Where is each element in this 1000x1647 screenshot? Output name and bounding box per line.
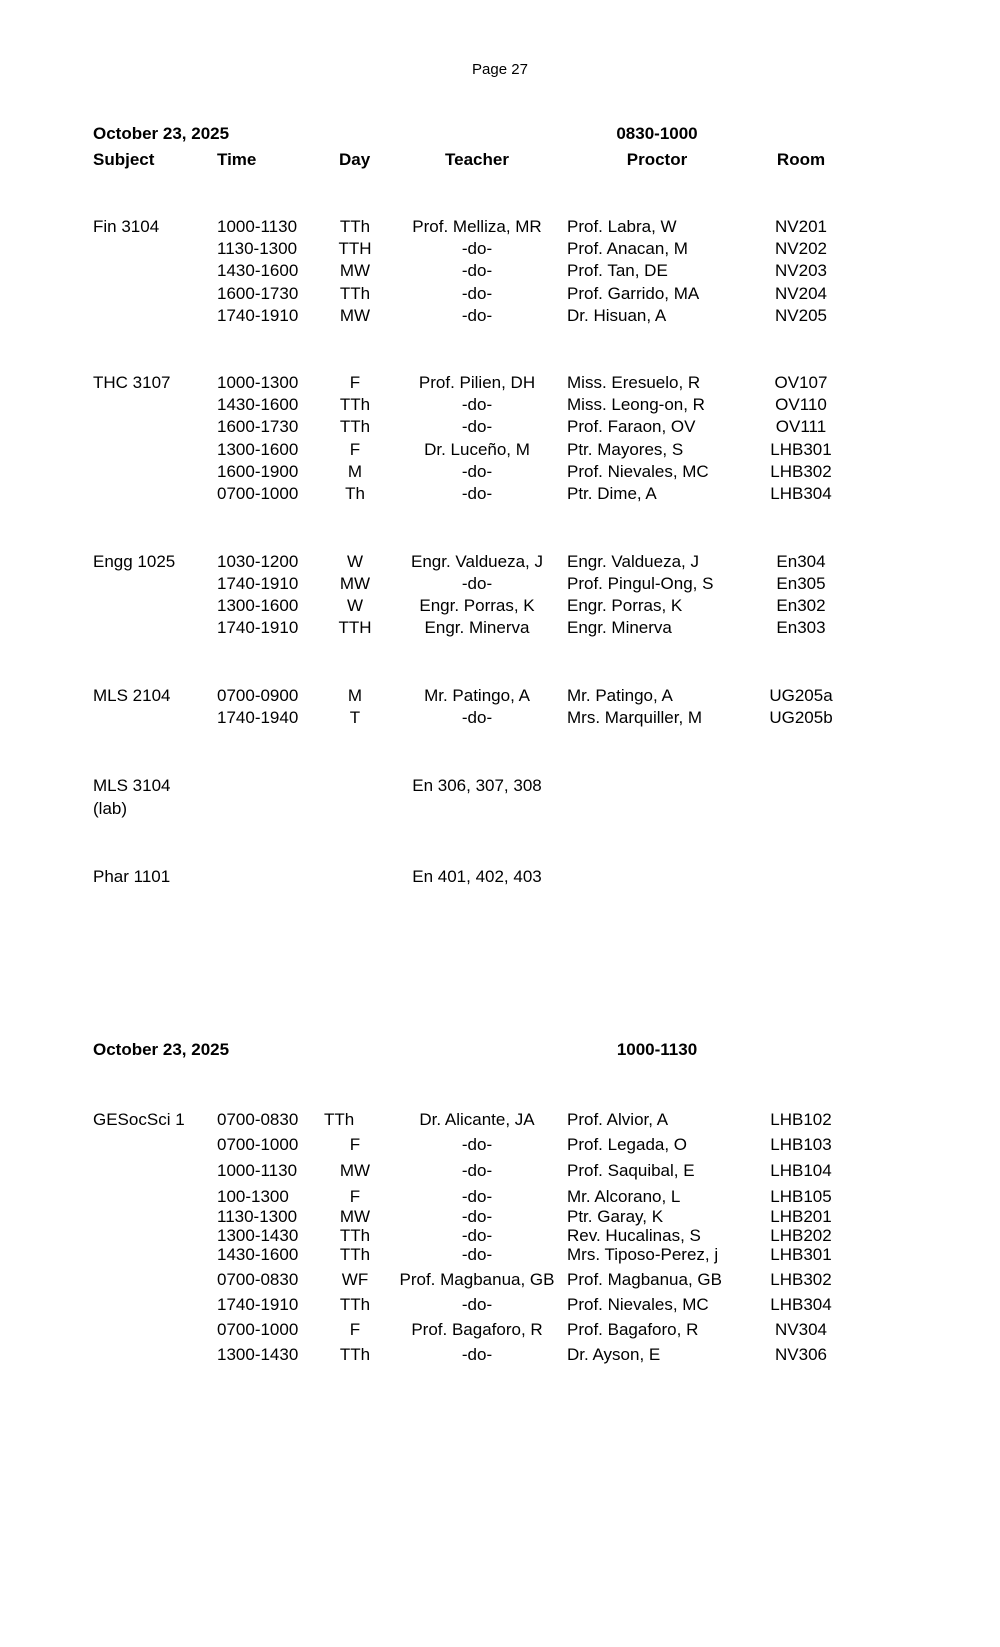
proctor-cell: Mrs. Marquiller, M [567, 708, 703, 727]
time-cell: 1740-1940 [217, 708, 299, 727]
room-cell: LHB302 [770, 462, 832, 481]
room-cell: OV110 [775, 395, 827, 414]
time-cell: 1130-1300 [217, 1207, 298, 1226]
section-time-slot: 1000-1130 [616, 1040, 698, 1059]
time-cell: 1600-1730 [217, 417, 299, 436]
day-cell: MW [339, 1207, 371, 1226]
room-cell: LHB105 [770, 1187, 832, 1206]
room-cell: OV111 [775, 417, 827, 436]
day-cell: TTh [339, 1245, 371, 1264]
proctor-cell: Prof. Labra, W [567, 217, 677, 236]
proctor-cell: Mr. Alcorano, L [567, 1187, 681, 1206]
proctor-cell: Dr. Hisuan, A [567, 306, 667, 325]
proctor-cell: Prof. Magbanua, GB [567, 1270, 722, 1289]
proctor-cell: Prof. Nievales, MC [567, 462, 709, 481]
day-cell: F [349, 440, 361, 459]
subject-label: GESocSci 1 [93, 1110, 185, 1129]
proctor-cell: Prof. Garrido, MA [567, 284, 700, 303]
subject-label: Engg 1025 [93, 552, 176, 571]
proctor-cell: Ptr. Mayores, S [567, 440, 684, 459]
time-cell: 1430-1600 [217, 261, 299, 280]
column-header-day: Day [339, 150, 371, 169]
time-cell: 1740-1910 [217, 1295, 299, 1314]
teacher-cell: -do- [461, 395, 493, 414]
room-cell: LHB201 [770, 1207, 832, 1226]
time-cell: 1600-1900 [217, 462, 299, 481]
day-cell: T [349, 708, 361, 727]
room-cell: UG205b [769, 708, 833, 727]
subject-label: MLS 2104 [93, 686, 171, 705]
day-cell: TTh [339, 417, 371, 436]
proctor-cell: Prof. Nievales, MC [567, 1295, 709, 1314]
room-cell: NV205 [775, 306, 827, 325]
time-cell: 0700-1000 [217, 1320, 299, 1339]
day-cell: TTh [339, 284, 371, 303]
column-header-room: Room [776, 150, 826, 169]
teacher-cell: -do- [461, 1161, 493, 1180]
day-cell: TTh [324, 1110, 355, 1129]
room-cell: LHB104 [770, 1161, 832, 1180]
section-date: October 23, 2025 [93, 124, 230, 143]
time-cell: 0700-1000 [217, 484, 299, 503]
teacher-cell: -do- [461, 1226, 493, 1245]
teacher-cell: Mr. Patingo, A [424, 686, 530, 705]
teacher-cell: Prof. Pilien, DH [418, 373, 536, 392]
proctor-cell: Prof. Anacan, M [567, 239, 688, 258]
room-cell: LHB304 [770, 484, 832, 503]
teacher-cell: -do- [461, 1245, 493, 1264]
day-cell: MW [339, 261, 371, 280]
room-cell: En305 [776, 574, 826, 593]
teacher-cell: -do- [461, 1207, 493, 1226]
time-cell: 1740-1910 [217, 574, 299, 593]
rooms-note: En 306, 307, 308 [412, 776, 542, 795]
proctor-cell: Prof. Faraon, OV [567, 417, 696, 436]
day-cell: Th [345, 484, 365, 503]
room-cell: LHB301 [770, 440, 832, 459]
teacher-cell: -do- [461, 284, 493, 303]
teacher-cell: -do- [461, 306, 493, 325]
time-cell: 1030-1200 [217, 552, 299, 571]
day-cell: TTh [339, 217, 371, 236]
day-cell: F [349, 373, 361, 392]
room-cell: LHB304 [770, 1295, 832, 1314]
column-header-time: Time [217, 150, 257, 169]
day-cell: TTh [339, 395, 371, 414]
time-cell: 0700-0900 [217, 686, 299, 705]
subject-label: Phar 1101 [93, 867, 171, 886]
column-header-subject: Subject [93, 150, 155, 169]
section-time-slot: 0830-1000 [616, 124, 698, 143]
room-cell: En302 [776, 596, 826, 615]
day-cell: MW [339, 1161, 371, 1180]
teacher-cell: -do- [461, 417, 493, 436]
proctor-cell: Ptr. Dime, A [567, 484, 657, 503]
time-cell: 1000-1130 [217, 217, 298, 236]
subject-label: MLS 3104 [93, 776, 171, 795]
proctor-cell: Dr. Ayson, E [567, 1345, 661, 1364]
proctor-cell: Prof. Legada, O [567, 1135, 688, 1154]
teacher-cell: Prof. Bagaforo, R [411, 1320, 543, 1339]
proctor-cell: Miss. Leong-on, R [567, 395, 705, 414]
teacher-cell: -do- [461, 574, 493, 593]
column-header-proctor: Proctor [626, 150, 688, 169]
column-header-teacher: Teacher [445, 150, 509, 169]
proctor-cell: Prof. Pingul-Ong, S [567, 574, 714, 593]
teacher-cell: -do- [461, 708, 493, 727]
subject-note: (lab) [93, 799, 128, 818]
teacher-cell: -do- [461, 1345, 493, 1364]
day-cell: F [349, 1320, 361, 1339]
room-cell: UG205a [769, 686, 833, 705]
day-cell: M [347, 686, 363, 705]
proctor-cell: Engr. Valdueza, J [567, 552, 699, 571]
subject-label: Fin 3104 [93, 217, 160, 236]
teacher-cell: -do- [461, 484, 493, 503]
proctor-cell: Mr. Patingo, A [567, 686, 673, 705]
room-cell: LHB302 [770, 1270, 832, 1289]
day-cell: F [349, 1135, 361, 1154]
time-cell: 1000-1300 [217, 373, 299, 392]
time-cell: 1300-1430 [217, 1226, 299, 1245]
room-cell: LHB102 [770, 1110, 832, 1129]
proctor-cell: Engr. Porras, K [567, 596, 683, 615]
time-cell: 1130-1300 [217, 239, 298, 258]
day-cell: TTh [339, 1295, 371, 1314]
subject-label: THC 3107 [93, 373, 171, 392]
teacher-cell: Dr. Luceño, M [424, 440, 530, 459]
proctor-cell: Prof. Saquibal, E [567, 1161, 695, 1180]
time-cell: 0700-1000 [217, 1135, 299, 1154]
teacher-cell: Engr. Valdueza, J [411, 552, 543, 571]
day-cell: MW [339, 574, 371, 593]
time-cell: 1600-1730 [217, 284, 299, 303]
proctor-cell: Miss. Eresuelo, R [567, 373, 701, 392]
room-cell: NV204 [775, 284, 827, 303]
time-cell: 1000-1130 [217, 1161, 298, 1180]
proctor-cell: Rev. Hucalinas, S [567, 1226, 701, 1245]
teacher-cell: Prof. Magbanua, GB [399, 1270, 555, 1289]
proctor-cell: Mrs. Tiposo-Perez, j [567, 1245, 719, 1264]
day-cell: M [347, 462, 363, 481]
teacher-cell: Prof. Melliza, MR [412, 217, 542, 236]
teacher-cell: -do- [461, 239, 493, 258]
teacher-cell: Dr. Alicante, JA [419, 1110, 535, 1129]
teacher-cell: -do- [461, 261, 493, 280]
day-cell: TTH [338, 239, 372, 258]
day-cell: TTh [339, 1226, 371, 1245]
room-cell: NV201 [775, 217, 827, 236]
time-cell: 1740-1910 [217, 618, 299, 637]
time-cell: 0700-0830 [217, 1270, 299, 1289]
proctor-cell: Ptr. Garay, K [567, 1207, 664, 1226]
proctor-cell: Prof. Alvior, A [567, 1110, 669, 1129]
time-cell: 1430-1600 [217, 1245, 299, 1264]
room-cell: LHB301 [770, 1245, 832, 1264]
room-cell: NV203 [775, 261, 827, 280]
page-number: Page 27 [472, 61, 528, 78]
teacher-cell: Engr. Porras, K [419, 596, 535, 615]
day-cell: F [349, 1187, 361, 1206]
day-cell: W [346, 596, 364, 615]
teacher-cell: -do- [461, 1187, 493, 1206]
teacher-cell: -do- [461, 1135, 493, 1154]
rooms-note: En 401, 402, 403 [412, 867, 542, 886]
teacher-cell: Engr. Minerva [424, 618, 530, 637]
room-cell: En304 [776, 552, 826, 571]
section-date: October 23, 2025 [93, 1040, 230, 1059]
day-cell: TTH [338, 618, 372, 637]
proctor-cell: Engr. Minerva [567, 618, 672, 637]
time-cell: 1300-1600 [217, 596, 299, 615]
time-cell: 1300-1600 [217, 440, 299, 459]
room-cell: NV202 [775, 239, 827, 258]
day-cell: MW [339, 306, 371, 325]
room-cell: NV304 [775, 1320, 827, 1339]
teacher-cell: -do- [461, 462, 493, 481]
day-cell: TTh [339, 1345, 371, 1364]
proctor-cell: Prof. Tan, DE [567, 261, 668, 280]
day-cell: WF [341, 1270, 369, 1289]
time-cell: 0700-0830 [217, 1110, 299, 1129]
time-cell: 1430-1600 [217, 395, 299, 414]
proctor-cell: Prof. Bagaforo, R [567, 1320, 699, 1339]
room-cell: En303 [776, 618, 826, 637]
time-cell: 100-1300 [217, 1187, 289, 1206]
teacher-cell: -do- [461, 1295, 493, 1314]
time-cell: 1740-1910 [217, 306, 299, 325]
room-cell: NV306 [775, 1345, 827, 1364]
time-cell: 1300-1430 [217, 1345, 299, 1364]
room-cell: OV107 [774, 373, 828, 392]
day-cell: W [346, 552, 364, 571]
room-cell: LHB202 [770, 1226, 832, 1245]
room-cell: LHB103 [770, 1135, 832, 1154]
